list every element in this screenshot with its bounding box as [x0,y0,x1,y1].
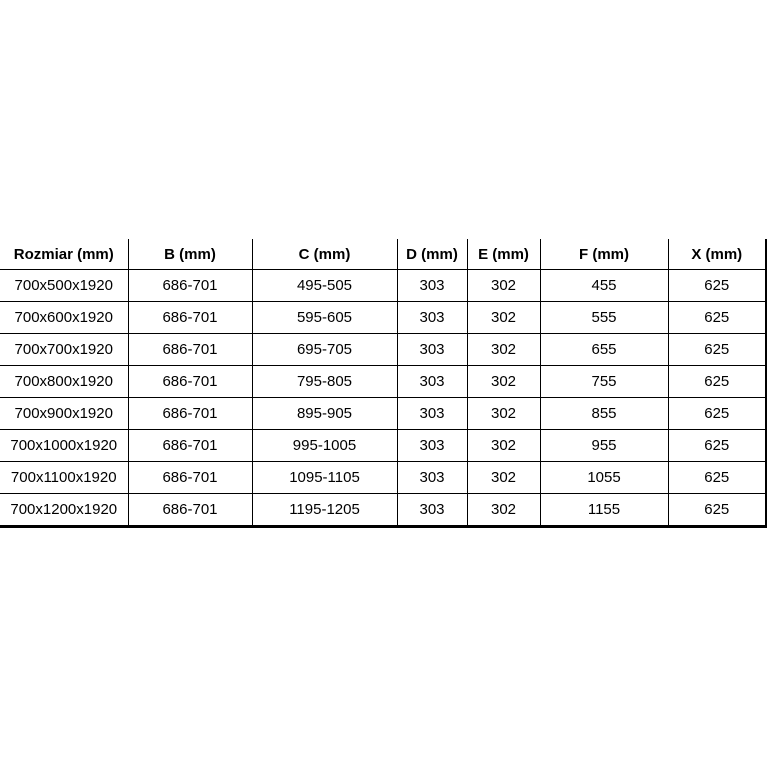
table-cell-rozmiar: 700x1200x1920 [0,494,128,527]
table-cell-rozmiar: 700x1100x1920 [0,462,128,494]
column-header-b: B (mm) [128,239,252,270]
table-cell-b: 686-701 [128,302,252,334]
table-row [0,462,766,494]
table-cell-c: 795-805 [252,366,397,398]
table-cell-f: 855 [540,398,668,430]
table-cell-f: 1155 [540,494,668,527]
table-cell-d: 303 [397,430,467,462]
table-cell-b: 686-701 [128,270,252,302]
table-row [0,270,766,302]
table-cell-e: 302 [467,334,540,366]
table-cell-d: 303 [397,398,467,430]
table-row [0,430,766,462]
table-cell-x: 625 [668,430,766,462]
table-cell-b: 686-701 [128,398,252,430]
table-cell-e: 302 [467,366,540,398]
table-cell-d: 303 [397,462,467,494]
table-row [0,398,766,430]
table-cell-b: 686-701 [128,494,252,527]
table-cell-e: 302 [467,430,540,462]
table-cell-b: 686-701 [128,334,252,366]
table-cell-c: 695-705 [252,334,397,366]
table-cell-d: 303 [397,334,467,366]
table-cell-e: 302 [467,494,540,527]
table-cell-rozmiar: 700x500x1920 [0,270,128,302]
dimensions-spec-table [0,239,767,528]
table-cell-x: 625 [668,462,766,494]
table-row [0,334,766,366]
table-cell-b: 686-701 [128,430,252,462]
table-cell-e: 302 [467,462,540,494]
table-cell-f: 1055 [540,462,668,494]
table-cell-x: 625 [668,270,766,302]
table-cell-f: 455 [540,270,668,302]
table-row [0,494,766,527]
table-cell-rozmiar: 700x900x1920 [0,398,128,430]
table-cell-rozmiar: 700x800x1920 [0,366,128,398]
table-cell-e: 302 [467,398,540,430]
table-cell-x: 625 [668,366,766,398]
table-cell-e: 302 [467,302,540,334]
column-header-e: E (mm) [467,239,540,270]
column-header-rozmiar: Rozmiar (mm) [0,239,128,270]
table-row [0,366,766,398]
table-row [0,302,766,334]
table-cell-e: 302 [467,270,540,302]
table-cell-x: 625 [668,398,766,430]
table-cell-f: 555 [540,302,668,334]
column-header-x: X (mm) [668,239,766,270]
table-cell-x: 625 [668,302,766,334]
table-cell-x: 625 [668,334,766,366]
table-cell-rozmiar: 700x700x1920 [0,334,128,366]
table-cell-c: 495-505 [252,270,397,302]
table-cell-d: 303 [397,302,467,334]
table-cell-f: 755 [540,366,668,398]
dimensions-table-container [0,239,767,528]
table-cell-rozmiar: 700x1000x1920 [0,430,128,462]
table-cell-b: 686-701 [128,366,252,398]
table-cell-c: 595-605 [252,302,397,334]
column-header-d: D (mm) [397,239,467,270]
table-cell-x: 625 [668,494,766,527]
table-cell-f: 955 [540,430,668,462]
table-cell-d: 303 [397,494,467,527]
column-header-c: C (mm) [252,239,397,270]
table-cell-b: 686-701 [128,462,252,494]
header-row [0,239,766,270]
table-cell-c: 995-1005 [252,430,397,462]
column-header-f: F (mm) [540,239,668,270]
table-cell-rozmiar: 700x600x1920 [0,302,128,334]
table-cell-c: 895-905 [252,398,397,430]
table-cell-c: 1195-1205 [252,494,397,527]
table-cell-d: 303 [397,366,467,398]
table-cell-c: 1095-1105 [252,462,397,494]
table-cell-d: 303 [397,270,467,302]
table-cell-f: 655 [540,334,668,366]
